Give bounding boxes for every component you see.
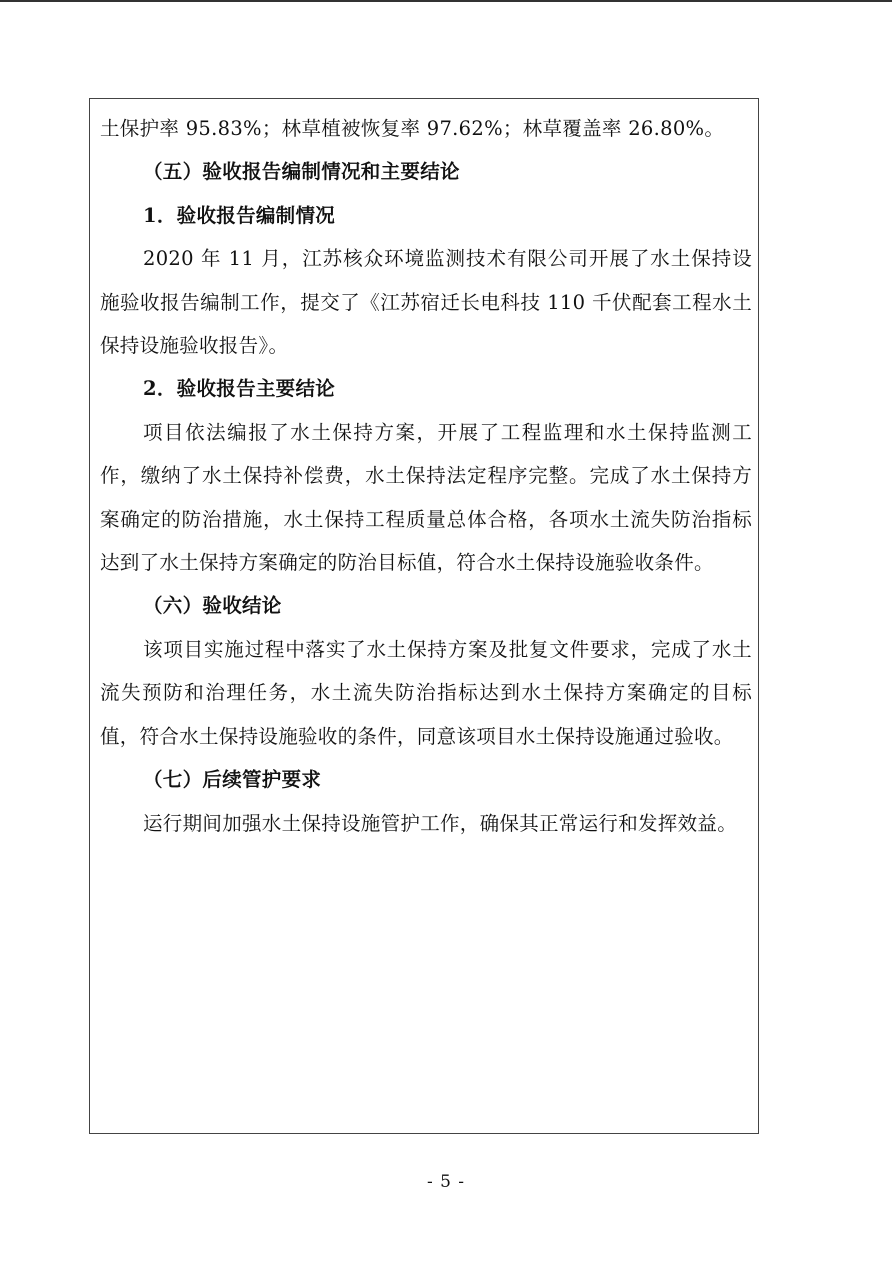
heading-section-five: （五）验收报告编制情况和主要结论 bbox=[143, 160, 460, 184]
paragraph-report-preparation: 2020 年 11 月，江苏核众环境监测技术有限公司开展了水土保持设施验收报告编制工作，提交了《江苏宿迁长电科技 110 千伏配套工程水土保持设施验收报告》。 bbox=[100, 247, 752, 358]
document-body bbox=[100, 107, 752, 845]
paragraph-continued-rates: 土保护率 95.83%；林草植被恢复率 97.62%；林草覆盖率 26.80%。 bbox=[100, 117, 725, 140]
heading-section-six: （六）验收结论 bbox=[143, 594, 282, 618]
paragraph-acceptance-conclusion: 该项目实施过程中落实了水土保持方案及批复文件要求，完成了水土流失预防和治理任务，水土流失防治指标达到水土保持方案确定的目标值，符合水土保持设施验收的条件，同意该项目水土保持设施通过验收。 bbox=[100, 637, 752, 748]
heading-report-conclusions: 2．验收报告主要结论 bbox=[143, 377, 336, 401]
heading-report-preparation: 1．验收报告编制情况 bbox=[143, 203, 336, 227]
paragraph-maintenance-requirements: 运行期间加强水土保持设施管护工作，确保其正常运行和发挥效益。 bbox=[143, 811, 738, 835]
paragraph-report-conclusions: 项目依法编报了水土保持方案，开展了工程监理和水土保持监测工作，缴纳了水土保持补偿费，水土保持法定程序完整。完成了水土保持方案确定的防治措施，水土保持工程质量总体合格，各项水土流失防治指标达到了水土保持方案确定的防治目标值，符合水土保持设施验收条件。 bbox=[100, 420, 752, 575]
page-number: - 5 - bbox=[426, 1172, 466, 1192]
heading-section-seven: （七）后续管护要求 bbox=[143, 768, 322, 792]
top-border-line bbox=[0, 0, 892, 2]
